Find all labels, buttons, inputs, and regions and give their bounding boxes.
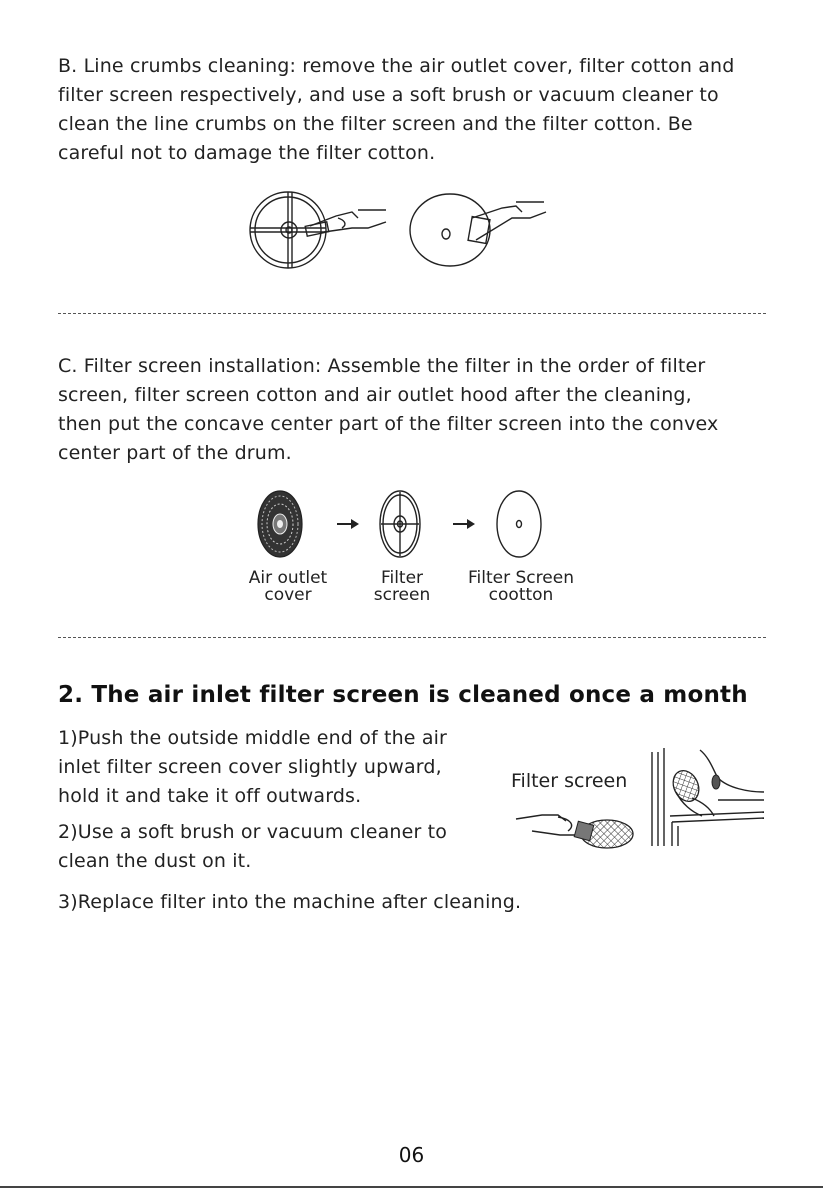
filter-screen-icon xyxy=(250,192,326,268)
section-c-line: C. Filter screen installation: Assemble the filter in the order of filter xyxy=(58,355,706,377)
inlet-filter-brush-illustration xyxy=(512,805,642,860)
caption-line: cover xyxy=(264,585,312,605)
dryer-frame-icon xyxy=(652,748,764,846)
cleaning-illustration xyxy=(240,188,560,278)
figure-label-filter-screen: Filter screen xyxy=(511,770,628,792)
section-b-line: careful not to damage the filter cotton. xyxy=(58,142,436,164)
hand-brush-icon xyxy=(516,815,594,841)
arrow-right-icon xyxy=(453,519,475,529)
inlet-filter-screen-icon xyxy=(668,766,720,805)
step-line: hold it and take it off outwards. xyxy=(58,785,362,807)
section-b-line: clean the line crumbs on the filter screen and the filter cotton. Be xyxy=(58,113,693,135)
step-1 xyxy=(58,724,447,811)
air-outlet-cover-icon xyxy=(258,491,302,557)
assembly-illustration xyxy=(255,488,555,568)
filter-cotton-icon xyxy=(410,194,546,266)
step-line: inlet filter screen cover slightly upward, xyxy=(58,756,442,778)
arrow-right-icon xyxy=(337,519,359,529)
step-line: clean the dust on it. xyxy=(58,850,252,872)
section-b-line: B. Line crumbs cleaning: remove the air outlet cover, filter cotton and xyxy=(58,55,735,77)
caption-line: cootton xyxy=(488,585,554,605)
step-line: 3)Replace filter into the machine after cleaning. xyxy=(58,891,522,913)
section-c-line: screen, filter screen cotton and air outlet hood after the cleaning, xyxy=(58,384,692,406)
caption-line: Filter Screen xyxy=(468,568,574,588)
step-3 xyxy=(58,888,521,917)
dryer-door-illustration xyxy=(648,748,766,848)
step-2 xyxy=(58,818,447,876)
step-line: 2)Use a soft brush or vacuum cleaner to xyxy=(58,821,447,843)
filter-screen-icon xyxy=(380,491,420,557)
caption-filter-screen xyxy=(352,570,452,604)
page-number: 06 xyxy=(398,1143,425,1167)
section-2-heading: 2. The air inlet filter screen is cleaned once a month xyxy=(58,682,748,708)
section-b-paragraph xyxy=(58,52,778,168)
caption-air-outlet-cover xyxy=(228,570,348,604)
caption-line: Air outlet xyxy=(248,568,328,588)
caption-line: screen xyxy=(373,585,431,605)
section-divider xyxy=(58,637,766,638)
caption-line: Filter xyxy=(380,568,424,588)
bottom-rule xyxy=(0,1186,823,1188)
filter-cotton-icon xyxy=(497,491,541,557)
section-c-line: center part of the drum. xyxy=(58,442,292,464)
caption-filter-screen-cotton xyxy=(456,570,586,604)
section-divider xyxy=(58,313,766,314)
section-b-line: filter screen respectively, and use a soft brush or vacuum cleaner to xyxy=(58,84,719,106)
section-c-line: then put the concave center part of the filter screen into the convex xyxy=(58,413,719,435)
section-c-paragraph xyxy=(58,352,778,468)
step-line: 1)Push the outside middle end of the air xyxy=(58,727,448,749)
